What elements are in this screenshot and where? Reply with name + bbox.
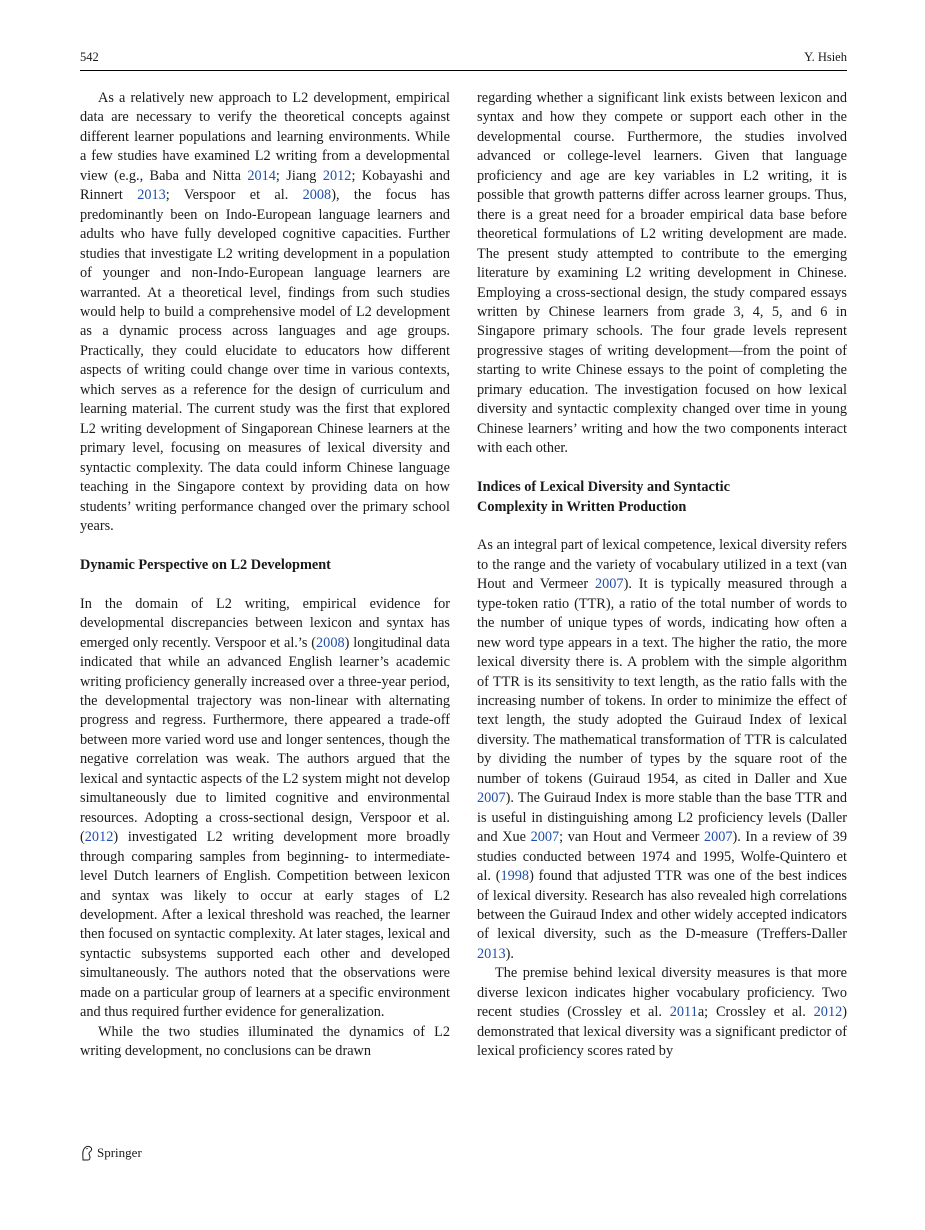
citation-link[interactable]: 2012 (813, 1004, 843, 1021)
spacer (80, 536, 450, 555)
text-run: ; van Hout and Vermeer (559, 829, 704, 846)
citation-link[interactable]: 2014 (247, 167, 276, 184)
text-run: The premise behind lexical diversity measures is that more diverse lexicon indicates higher vocabulary proficiency. Two recent studies (Crossley et al. (477, 965, 847, 1021)
page-footer (80, 1145, 142, 1161)
running-author: Y. Hsieh (804, 50, 847, 64)
section-heading-dynamic-perspective: Dynamic Perspective on L2 Development (80, 556, 331, 573)
paragraph-continued: regarding whether a significant link exists between lexicon and syntax and how they compete or support each other in the developmental course. Furthermore, the studies involved advanced or college-level learners. Given that language proficiency and age are key variables in L2 writing, it is possible that growth patterns differ across learner groups. Thus, there is a great need for a broader empirical data base before theoretical formulations of L2 writing development are made. The present study attempted to contribute to the emerging literature by examining L2 writing development in Chinese. Employing a cross-sectional design, the study compared essays written by Chinese learners from grade 3, 4, 5, and 6 in Singapore primary schools. The four grade levels represent progressive stages of writing development—from the point of starting to write Chinese essays to the point of completing the primary education. The investigation focused on how lexical diversity and syntactic complexity changed over time in young Chinese learners’ writing and how the two components interact with each other. (477, 90, 847, 457)
springer-horse-icon (80, 1145, 94, 1161)
citation-link[interactable]: 2007 (703, 829, 733, 846)
spacer (477, 517, 847, 536)
header-rule (80, 70, 847, 71)
text-run: As an integral part of lexical competence, lexical diversity refers to the range and the variety of vocabulary utilized in a text (van Hout and Vermeer (477, 537, 847, 593)
text-run: ) demonstrated that lexical diversity was a significant predictor of lexical proficiency scores rated by (477, 1004, 848, 1060)
text-run: ) found that adjusted TTR was one of the best indices of lexical diversity. Research has also revealed high correlations between the Guiraud Index and other widely accepted indicators of lexical diversity, such as the D-measure (Treffers-Daller (477, 868, 847, 943)
citation-link[interactable]: 2012 (322, 167, 352, 184)
citation-link[interactable]: 2013 (477, 945, 506, 962)
text-run: ). It is typically measured through a type-token ratio (TTR), a ratio of the total number of words to the number of unique types of words, indicating how often a new word type appears in a text. The higher the ratio, the more lexical diversity there is. A problem with the simple algorithm of TTR is its sensitivity to text length, as the ratio falls with the increasing number of tokens. In order to minimize the effect of text length, the study adopted the Guiraud Index of lexical diversity. The mathematical transformation of TTR is calculated by dividing the number of types by the square root of the number of tokens (Guiraud 1954, as cited in Daller and Xue (477, 576, 847, 787)
heading-line: Indices of Lexical Diversity and Syntactic (477, 479, 730, 496)
paragraph-premise (477, 964, 847, 1061)
publisher-name: Springer (97, 1145, 142, 1160)
citation-link[interactable]: 2008 (302, 187, 332, 204)
text-run: ), the focus has predominantly been on Indo-European language learners and adults who have fully developed cognitive capacities. Further studies that investigate L2 writing development in a population of younger and non-Indo-European language learners are warranted. At a theoretical level, findings from such studies would help to build a comprehensive model of L2 development as a dynamic process across languages and age groups. Practically, they could elucidate to educators how different aspects of writing could change over time in various contexts, which serves as a reference for the design of curriculum and learning material. The current study was the first that explored L2 writing development of Singaporean Chinese learners at the primary level, focusing on measures of lexical diversity and syntactic complexity. The data could inform Chinese language teaching in the Singapore context by providing data on how students’ writing performance changed over the primary school years. (80, 187, 450, 534)
left-column (80, 89, 450, 1062)
citation-link[interactable]: 2012 (84, 829, 114, 846)
section-heading-indices (477, 478, 847, 517)
citation-link[interactable]: 2011 (669, 1004, 698, 1021)
spacer (477, 459, 847, 478)
text-run: ) investigated L2 writing development more broadly through comparing samples from beginning- to intermediate-level Dutch learners of English. Competition between lexicon and syntax was likely to occur at early stages of L2 development. After a lexical threshold was reached, the learner then focused on syntactic complexity. At later stages, lexical and syntactic subsystems supported each other and developed simultaneously. The authors noted that the observations were made on a particular group of learners at a specific environment and thus required further evidence for generalization. (80, 829, 450, 1021)
paragraph-two-studies: While the two studies illuminated the dynamics of L2 writing development, no conclusions can be drawn (80, 1023, 450, 1060)
text-run: As a relatively new approach to L2 development, empirical data are necessary to verify the theoretical concepts against different learner populations and learning environments. While a few studies have examined L2 writing from a developmental view (e.g., Baba and Nitta (80, 90, 450, 184)
citation-link[interactable]: 2007 (477, 790, 506, 807)
running-header (80, 50, 847, 70)
text-run: ; Verspoor et al. (165, 187, 303, 204)
text-run: a; Crossley et al. (697, 1004, 814, 1021)
citation-link[interactable]: 2008 (316, 634, 345, 651)
text-run: ) longitudinal data indicated that while an advanced English learner’s academic writing proficiency generally increased over a three-year period, the developmental trajectory was non-linear with alternating progress and regress. Furthermore, there appeared a trade-off between more varied word use and longer sentences, though the negative correlation was weak. The authors argued that the lexical and syntactic aspects of the L2 system might not develop simultaneously due to limited cognitive and environmental resources. Adopting a cross-sectional design, Verspoor et al. ( (80, 634, 450, 846)
text-run: ; Jiang (275, 167, 323, 184)
citation-link[interactable]: 2007 (530, 829, 560, 846)
citation-link[interactable]: 2013 (137, 187, 166, 204)
paragraph-lexical-diversity (477, 536, 847, 964)
heading-line: Complexity in Written Production (477, 498, 687, 515)
text-run: ). The Guiraud Index is more stable than the base TTR and is useful in distinguishing among L2 proficiency levels (Daller and Xue (477, 790, 847, 846)
right-column (477, 89, 847, 1062)
text-run: ). (505, 945, 514, 962)
citation-link[interactable]: 2007 (594, 576, 624, 593)
citation-link[interactable]: 1998 (500, 868, 530, 885)
page-number: 542 (80, 50, 99, 64)
paragraph-dynamic-perspective (80, 595, 450, 1023)
text-run: ; Kobayashi and Rinnert (80, 167, 450, 204)
paragraph-intro-left (80, 89, 450, 536)
spacer (80, 575, 450, 594)
text-run: ). In a review of 39 studies conducted between 1974 and 1995, Wolfe-Quintero et al. ( (477, 829, 847, 885)
text-run: In the domain of L2 writing, empirical evidence for developmental discrepancies between lexicon and syntax has emerged only recently. Verspoor et al.’s ( (80, 595, 450, 651)
